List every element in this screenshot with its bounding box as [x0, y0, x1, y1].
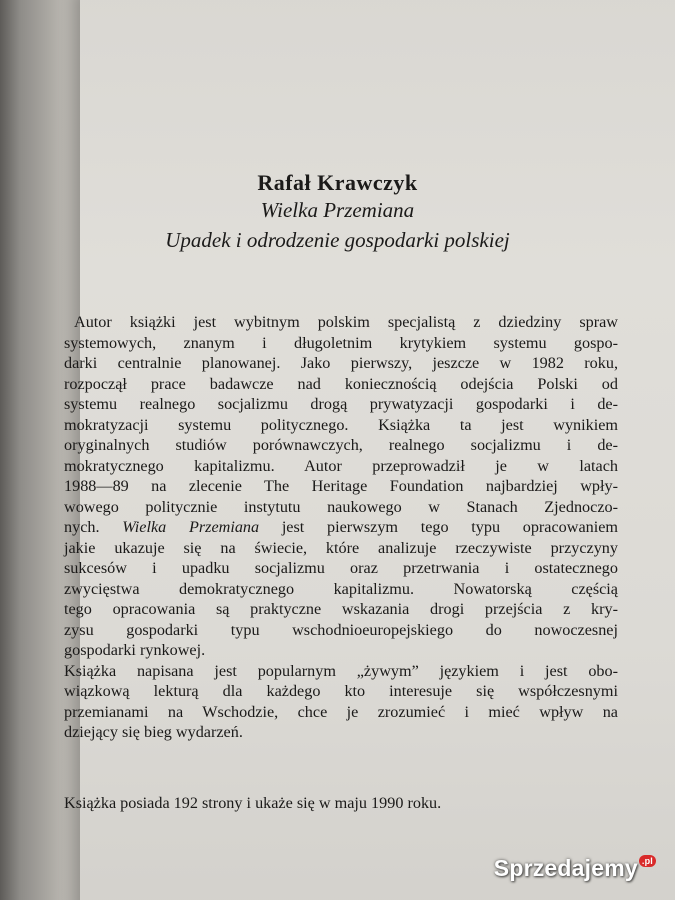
- book-subtitle: Upadek i odrodzenie gospodarki polskiej: [165, 228, 510, 252]
- watermark-logo: [494, 855, 655, 882]
- description-text: nych.: [64, 518, 100, 536]
- description-line: zysu gospodarki typu wschodnioeuropejskiego do nowoczesnej: [64, 620, 618, 639]
- book-description: [64, 312, 618, 743]
- description-line: sukcesów i upadku socjalizmu oraz przetrwania i ostatecznego: [64, 559, 618, 577]
- description-line: przemianami na Wschodzie, chce je zrozumieć i mieć wpływ na: [64, 702, 618, 721]
- description-line: wowego politycznie instytutu naukowego w Stanach Zjednoczo-: [64, 497, 618, 516]
- description-line: Autor książki jest wybitnym polskim specjalistą z dziedziny spraw: [74, 313, 618, 331]
- description-line: rozpoczął prace badawcze nad koniecznością odejścia Polski od: [64, 374, 618, 393]
- description-line: mokratyzacji systemu politycznego. Książka ta jest wynikiem: [64, 415, 618, 434]
- description-line: zwycięstwa demokratycznego kapitalizmu. Nowatorską częścią: [64, 579, 618, 598]
- description-line: 1988—89 na zlecenie The Heritage Foundation najbardziej wpły-: [64, 477, 618, 495]
- description-line: dziejący się bieg wydarzeń.: [64, 723, 243, 741]
- description-line: darki centralnie planowanej. Jako pierwszy, jeszcze w 1982 roku,: [64, 354, 618, 372]
- publication-note: Książka posiada 192 strony i ukaże się w maju 1990 roku.: [64, 794, 442, 812]
- watermark-text: Sprzedajemy: [493, 855, 638, 881]
- book-author: Rafał Krawczyk: [257, 170, 418, 195]
- watermark-suffix: .pl: [639, 855, 656, 867]
- description-line: systemu realnego socjalizmu drogą prywatyzacji gospodarki i de-: [64, 395, 618, 413]
- description-line-mixed: [64, 517, 618, 538]
- description-line: wiązkową lekturą dla każdego kto interesuje się współczesnymi: [64, 682, 618, 700]
- description-line: systemowych, znanym i długoletnim krytykiem systemu gospo-: [64, 333, 618, 352]
- description-line: oryginalnych studiów porównawczych, realnego socjalizmu i de-: [64, 436, 618, 454]
- description-line: jakie ukazuje się na świecie, które analizuje rzeczywiste przyczyny: [64, 538, 618, 557]
- description-line: tego opracowania są praktyczne wskazania drogi przejścia z kry-: [64, 600, 618, 618]
- description-line: gospodarki rynkowej.: [64, 641, 206, 659]
- description-title-reference: Wielka Przemiana: [122, 518, 260, 536]
- description-line: Książka napisana jest popularnym „żywym” językiem i jest obo-: [64, 661, 618, 680]
- description-text: jest pierwszym tego typu opracowaniem: [281, 518, 619, 536]
- description-line: mokratycznego kapitalizmu. Autor przeprowadził je w latach: [64, 456, 618, 475]
- book-title: Wielka Przemiana: [260, 198, 415, 222]
